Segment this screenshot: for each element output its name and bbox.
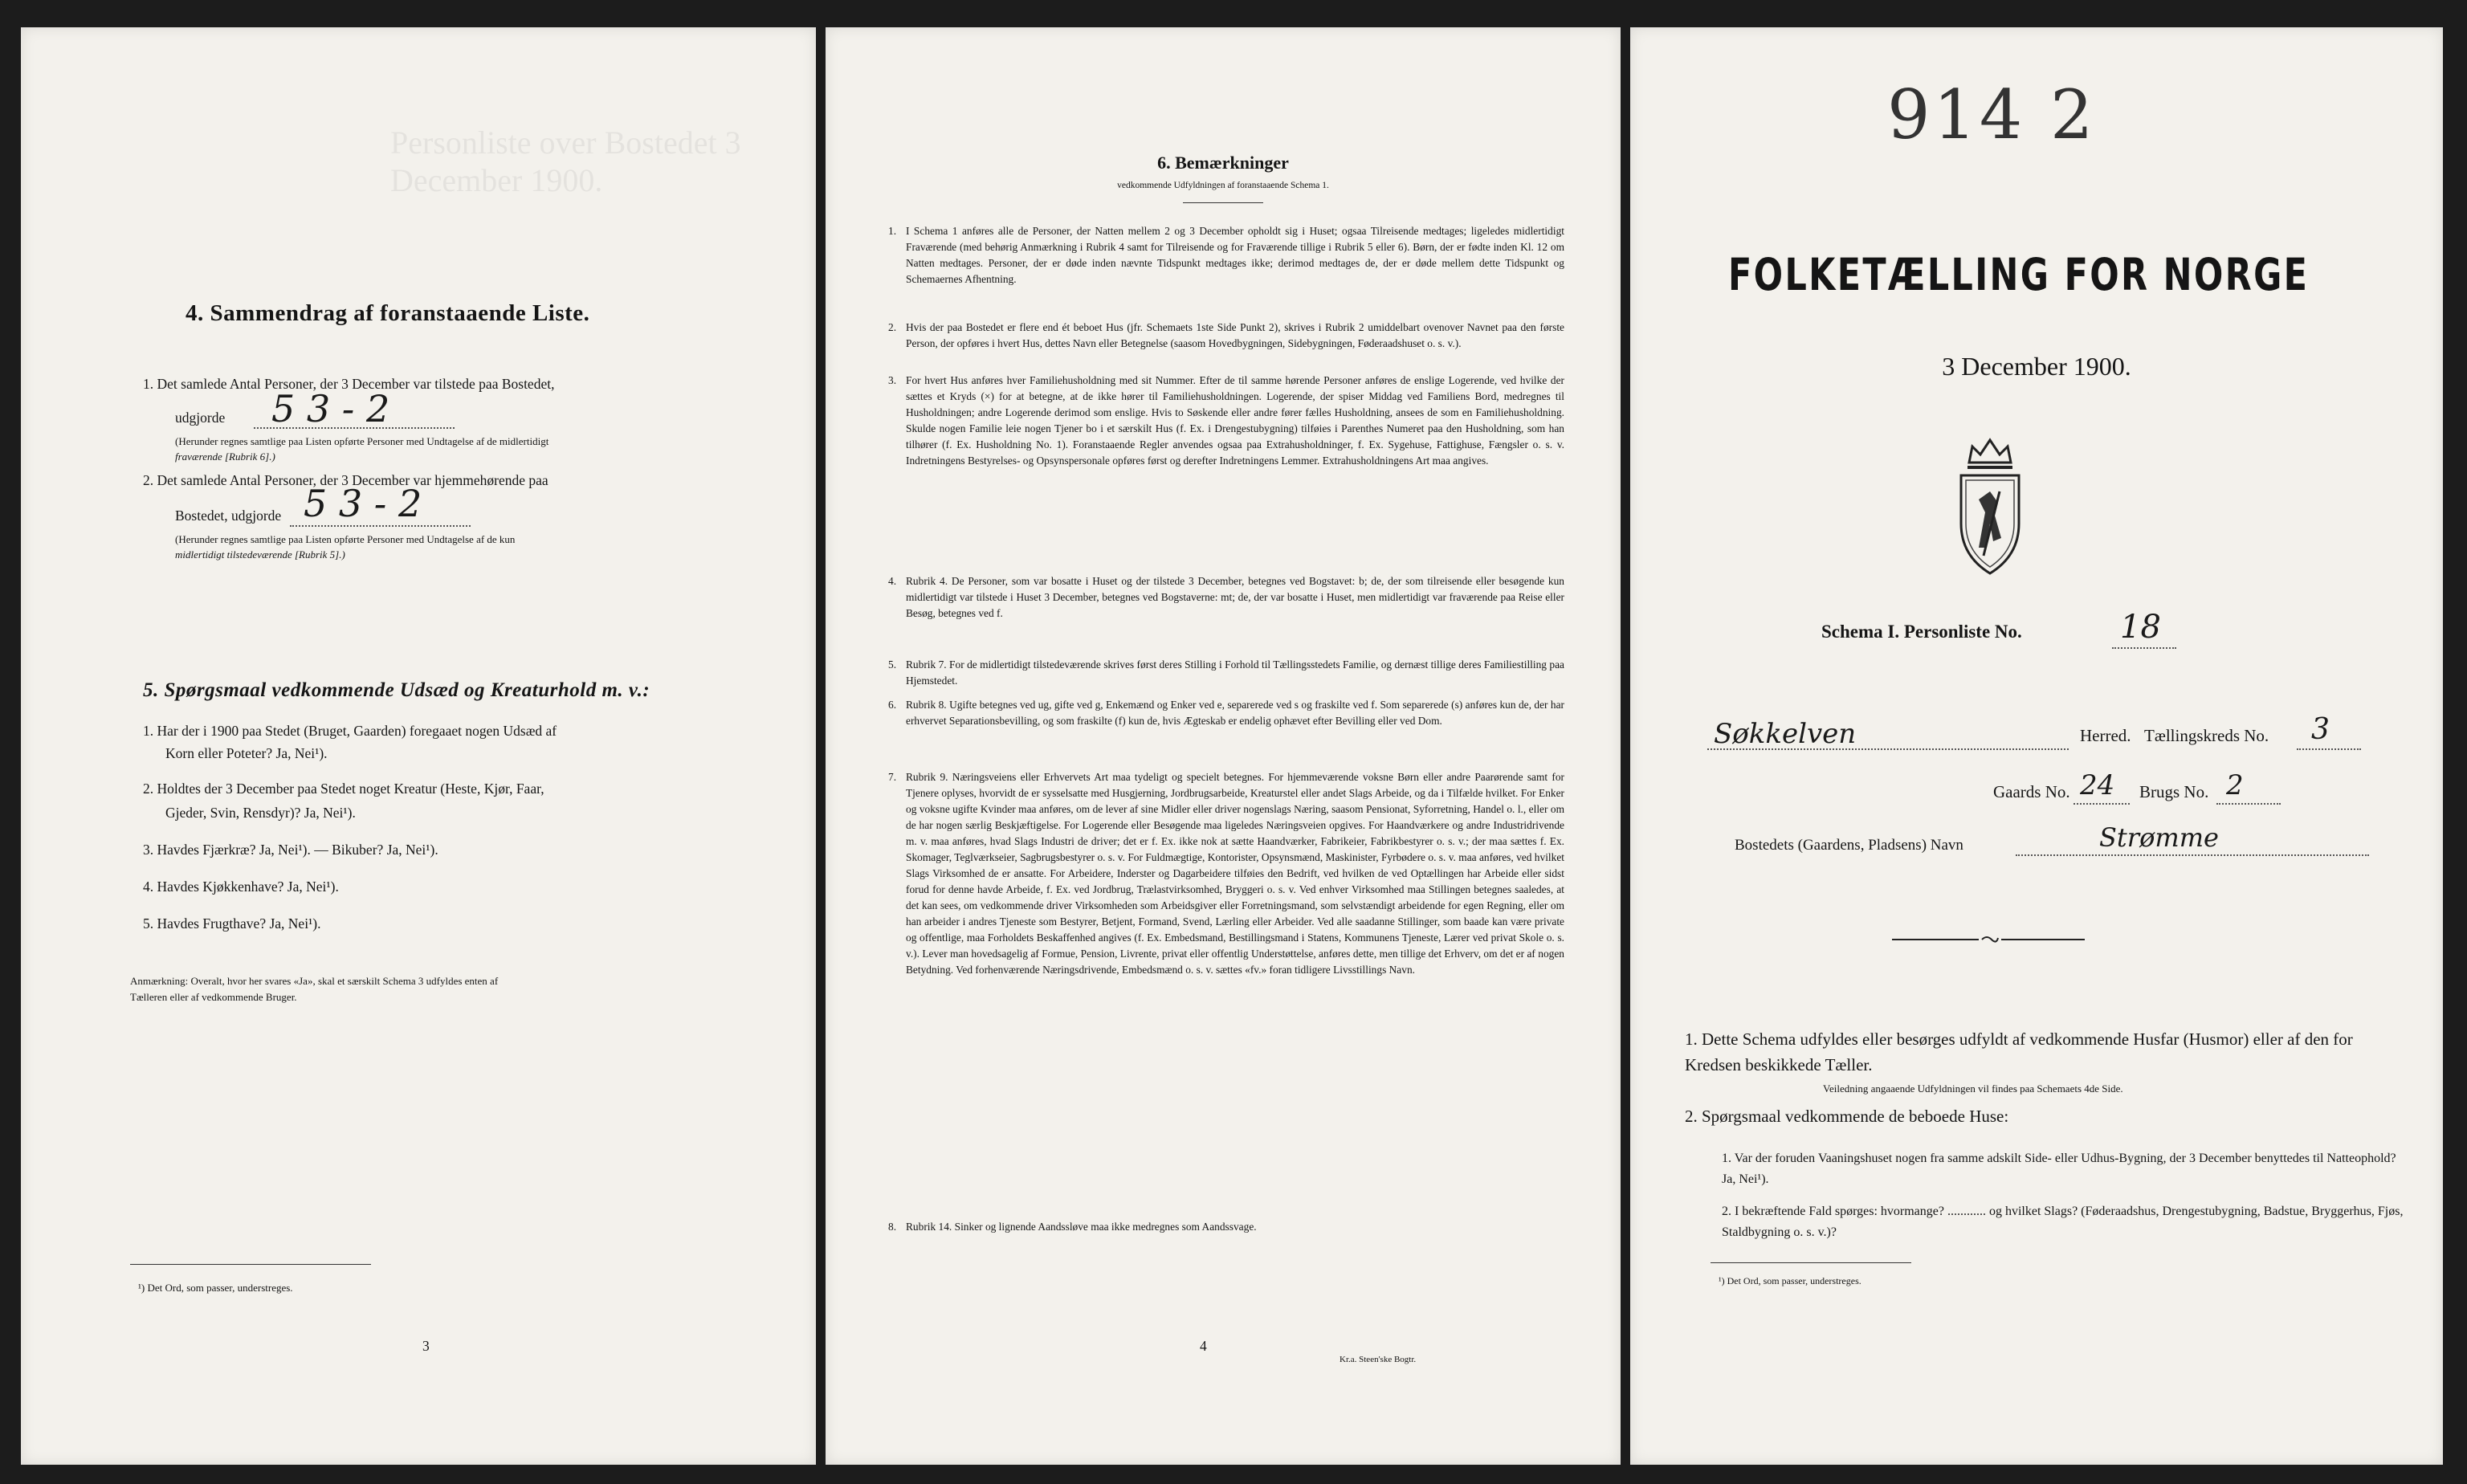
s4-item1-note1: (Herunder regnes samtlige paa Listen opførte Personer med Undtagelse af de midlertidigt <box>175 435 549 447</box>
coat-of-arms-icon <box>1955 435 2025 578</box>
brugs-value: 2 <box>2226 769 2244 801</box>
s4-item2-handwritten-value: 5 3 - 2 <box>304 482 422 525</box>
remark-item: 1. I Schema 1 anføres alle de Personer, der Natten mellem 2 og 3 December opholdt sig i Huset; ogsaa Tilreisende medtages; ligeledes midlertidigt Fraværende (med behørig Anmærkning i Rubrik 4 samt for Tilreisende og for Fraværende tillige i Rubrik 5 eller 6). Børn, der er fødte inden Kl. 12 om Natten medtages. Personer, der er døde inden nævnte Tidspunkt medtages ikke; derimod medtages de, der er døde mellem dette Tidspunkt og Schemaernes Afhentning. <box>888 225 1564 285</box>
remark-item: 2. Hvis der paa Bostedet er flere end ét beboet Hus (jfr. Schemaets 1ste Side Punkt 2), skrives i Rubrik 2 umiddelbart ovenover Navnet paa den første Person, der opføres i hvert Hus, dettes Navn eller Betegnelse (saasom Hovedbygningen, Sidebygningen, Føderaadshuset o. s. v.). <box>888 321 1564 349</box>
bosted-label: Bostedets (Gaardens, Pladsens) Navn <box>1735 837 1963 854</box>
bosted-value: Strømme <box>2099 822 2219 853</box>
remark-item: 6. Rubrik 8. Ugifte betegnes ved ug, gifte ved g, Enkemænd og Enker ved e, separerede ved s og fraskilte ved f. Som separerede (s) anføres kun de, der har erhvervet Separationsbevilling, og som fraskilte (f) kun de, hvis Ægteskab er endelig ophævet efter Bevilling eller ved Dom. <box>888 699 1564 727</box>
s4-item2-dotted-line <box>290 525 471 527</box>
remark-item: 4. Rubrik 4. De Personer, som var bosatte i Huset og der tilstede 3 December, betegnes ved Bogstavet: b; de, der som tilreisende eller besøgende kun midlertidigt var tilstede i Huset 3 December, betegnes ved Bogstaverne: mt; de, der var bosatte i Huset, men midlertidigt var fraværende paa Reise eller Besøg, betegnes ved f. <box>888 575 1564 619</box>
s4-item2-note1: (Herunder regnes samtlige paa Listen opførte Personer med Undtagelse af de kun <box>175 533 516 545</box>
remark-item: 5. Rubrik 7. For de midlertidigt tilstedeværende skrives først deres Stilling i Forhold til Tællingsstedets Familie, og dernæst tillige deres Familiestilling paa Hjemstedet. <box>888 658 1564 687</box>
section-5-title: 5. Spørgsmaal vedkommende Udsæd og Kreaturhold m. v.: <box>143 679 650 701</box>
s4-item1-line1: 1. Det samlede Antal Personer, der 3 December var tilstede paa Bostedet, <box>143 376 555 392</box>
section-4-title: 4. Sammendrag af foranstaaende Liste. <box>186 300 590 326</box>
s4-item1-note2: fraværende [Rubrik 6].) <box>175 450 275 463</box>
footnote: ¹) Det Ord, som passer, understreges. <box>138 1282 293 1294</box>
remark-item: 8. Rubrik 14. Sinker og lignende Aandssløve maa ikke medregnes som Aandssvage. <box>888 1221 1257 1233</box>
s4-item2-label: Bostedet, udgjorde <box>175 508 282 524</box>
printer-imprint: Kr.a. Steen'ske Bogtr. <box>1340 1355 1417 1364</box>
s5-q2-line2: Gjeder, Svin, Rensdyr)? Ja, Nei¹). <box>165 805 356 821</box>
ornament-divider-icon <box>1892 933 2085 946</box>
personliste-dotted-line <box>2112 647 2176 649</box>
personliste-number: 18 <box>2120 609 2161 646</box>
census-date: 3 December 1900. <box>1942 352 2131 381</box>
bleed-through-header: Personliste over Bostedet 3 December 1900. <box>390 124 741 198</box>
s4-item1-label: udgjorde <box>175 410 226 426</box>
herred-dotted-line <box>1707 748 2069 750</box>
s5-q3: 3. Havdes Fjærkræ? Ja, Nei¹). — Bikuber? Ja, Nei¹). <box>143 842 438 858</box>
footnote-rule <box>1711 1262 1911 1263</box>
s5-q4: 4. Havdes Kjøkkenhave? Ja, Nei¹). <box>143 879 339 895</box>
page-right <box>1630 27 2443 1465</box>
s5-q5: 5. Havdes Frugthave? Ja, Nei¹). <box>143 915 321 932</box>
gaards-dotted-line <box>2074 803 2130 805</box>
herred-label: Herred. <box>2080 726 2131 745</box>
handwritten-archive-number: 914 2 <box>1887 75 2097 154</box>
footnote-rule <box>130 1264 371 1265</box>
remarks-title: 6. Bemærkninger <box>1157 153 1289 173</box>
schema-label: Schema I. Personliste No. <box>1821 622 2022 642</box>
herred-value: Søkkelven <box>1714 718 1857 750</box>
page-number: 4 <box>1200 1338 1207 1354</box>
instruction-2-sub2: 2. I bekræftende Fald spørges: hvormange? ............ og hvilket Slags? (Føderaadshus, Drengestubygning, Badstue, Bryggerhus, Fjøs, Staldbygning o. s. v.)? <box>1722 1205 2404 1239</box>
s5-q2-line1: 2. Holdtes der 3 December paa Stedet noget Kreatur (Heste, Kjør, Faar, <box>143 781 544 797</box>
bosted-dotted-line <box>2016 854 2369 856</box>
gaards-label: Gaards No. <box>1993 782 2070 801</box>
remark-item: 7. Rubrik 9. Næringsveiens eller Erhvervets Art maa tydeligt og specielt betegnes. For hjemmeværende voksne Børn eller andre Paarørende samt for Tjenere oplyses, hvorvidt de er sysselsatte med Husgjerning, Jordbrugsarbeide, Kreaturstel eller andet Slags Arbeide, og da i Tilfælde hvilket. For Enker og voksne ugifte Kvinder maa anføres, om de lever af sine Midler eller driver nogenslags Næring, saasom Pensionat, Syforretning, Handel o. l., eller om de har nogen særlig Beskjæftigelse. For Logerende eller Besøgende maa ligeledes Næringsveien opgives. For Haandværkere og andre Industridrivende m. v. maa anføres, hvad Slags Industri de driver; det er f. Ex. ikke nok at sætte Haandværker, Fabrikeier, Fabrikbestyrer o. s. v.; der maa sættes f. Ex. Skomager, Teglværkseier, Sagbrugsbestyrer o. s. v. For Fuldmægtige, Kontorister, Opsynsmænd, Maskinister, Fyrbødere o. s. v. maa anføres, ved hvilket Slags Virksomhed de er ansatte. For Arbeidere, Inderster og Dagarbeidere tilføies den Bedrift, ved hvilken de ved Optællingen har Arbeide eller sidst forud for denne havde Arbeide, f. Ex. ved Jordbrug, Trælastvirksomhed, Bryggeri o. s. v. Ved enhver Virksomhed maa Stillingen betegnes saaledes, at det kan sees, om vedkommende driver Virksomheden som Arbeidsgiver eller Forretningsmand, som selvstændigt arbeidende for egen Regning, eller om han arbeider i andres Tjeneste som Bestyrer, Betjent, Formand, Svend, Lærling eller Arbeider. Ved alle saadanne Stillinger, som baade kan være private og offentlige, maa Forholdets Beskaffenhed angives (f. Ex. Embedsmand, Bestillingsmand i Statens, Kommunens Tjeneste, Lærer ved privat Skole o. s. v.). Lever man hovedsagelig af Formue, Pension, Livrente, privat eller offentlig Understøttelse, anføres dette, men tillige det Erhverv, om det er af nogen Betydning. Ved forhenværende Næringsdrivende, Embedsmænd o. s. v. sættes «fv.» foran tidligere Livsstillings Navn. <box>888 771 1564 976</box>
s4-item1-handwritten-value: 5 3 - 2 <box>271 387 390 430</box>
s5-q1-line2: Korn eller Poteter? Ja, Nei¹). <box>165 745 328 761</box>
tkreds-value: 3 <box>2311 713 2330 746</box>
s4-item2-line1: 2. Det samlede Antal Personer, der 3 December var hjemmehørende paa <box>143 472 548 488</box>
tkreds-dotted-line <box>2297 748 2361 750</box>
s4-item2-note2: midlertidigt tilstedeværende [Rubrik 5].) <box>175 548 345 561</box>
s4-item1-dotted-line <box>254 427 455 429</box>
brugs-label: Brugs No. <box>2139 782 2209 801</box>
brugs-dotted-line <box>2216 803 2281 805</box>
title-rule <box>1183 202 1263 203</box>
instruction-1-note: Veiledning angaaende Udfyldningen vil findes paa Schemaets 4de Side. <box>1823 1082 2123 1095</box>
remark-item: 3. For hvert Hus anføres hver Familiehusholdning med sit Nummer. Efter de til samme hørende Personer anføres de enslige Logerende, ved hvilke der sættes et Kryds (×) for at betegne, at de ikke hører til Familiehusholdningen. Logerende, der spiser Middag ved Familiens Bord, medregnes til Husholdningen; andre Logerende derimod som enslige. Hvis to Søskende eller andre fører fælles Husholdning, ansees de som en Familiehusholdning. Skulde nogen Familie leie nogen Tjener bo i et særskilt Hus (f. Ex. i Drengestubygning) tilføies i Parenthes Numeret paa den Husholdning, som han tilhører (f. Ex. Husholdning No. 1). Foranstaaende Regler anvendes ogsaa paa Extrahusholdninger, f. Ex. Sygehuse, Fattighuse, Fængsler o. s. v. Indretningens Bestyrelses- og Opsynspersonale opføres først og derefter Indretningens Lemmer. Extrahusholdningens Art maa angives. <box>888 374 1564 467</box>
s5-note-line2: Tælleren eller af vedkommende Bruger. <box>130 991 297 1003</box>
instruction-1: 1. Dette Schema udfyldes eller besørges udfyldt af vedkommende Husfar (Husmor) eller af den for Kredsen beskikkede Tæller. <box>1685 1029 2353 1074</box>
gaards-value: 24 <box>2080 769 2115 801</box>
s5-note-line1: Anmærkning: Overalt, hvor her svares «Ja», skal et særskilt Schema 3 udfyldes enten af <box>130 975 499 987</box>
page-number: 3 <box>422 1338 430 1354</box>
remarks-subtitle: vedkommende Udfyldningen af foranstaaende Schema 1. <box>1117 181 1329 190</box>
instruction-2: 2. Spørgsmaal vedkommende de beboede Huse: <box>1685 1107 2009 1126</box>
page-left <box>21 27 816 1465</box>
census-title: FOLKETÆLLING FOR NORGE <box>1728 249 2310 300</box>
s5-q1-line1: 1. Har der i 1900 paa Stedet (Bruget, Gaarden) foregaaet nogen Udsæd af <box>143 723 557 739</box>
instruction-2-sub1: 1. Var der foruden Vaaningshuset nogen fra samme adskilt Side- eller Udhus-Bygning, der 3 December benyttedes til Natteophold? Ja, Nei¹). <box>1722 1152 2396 1186</box>
page-middle <box>826 27 1621 1465</box>
tkreds-label: Tællingskreds No. <box>2144 726 2269 745</box>
footnote: ¹) Det Ord, som passer, understreges. <box>1719 1275 1861 1286</box>
